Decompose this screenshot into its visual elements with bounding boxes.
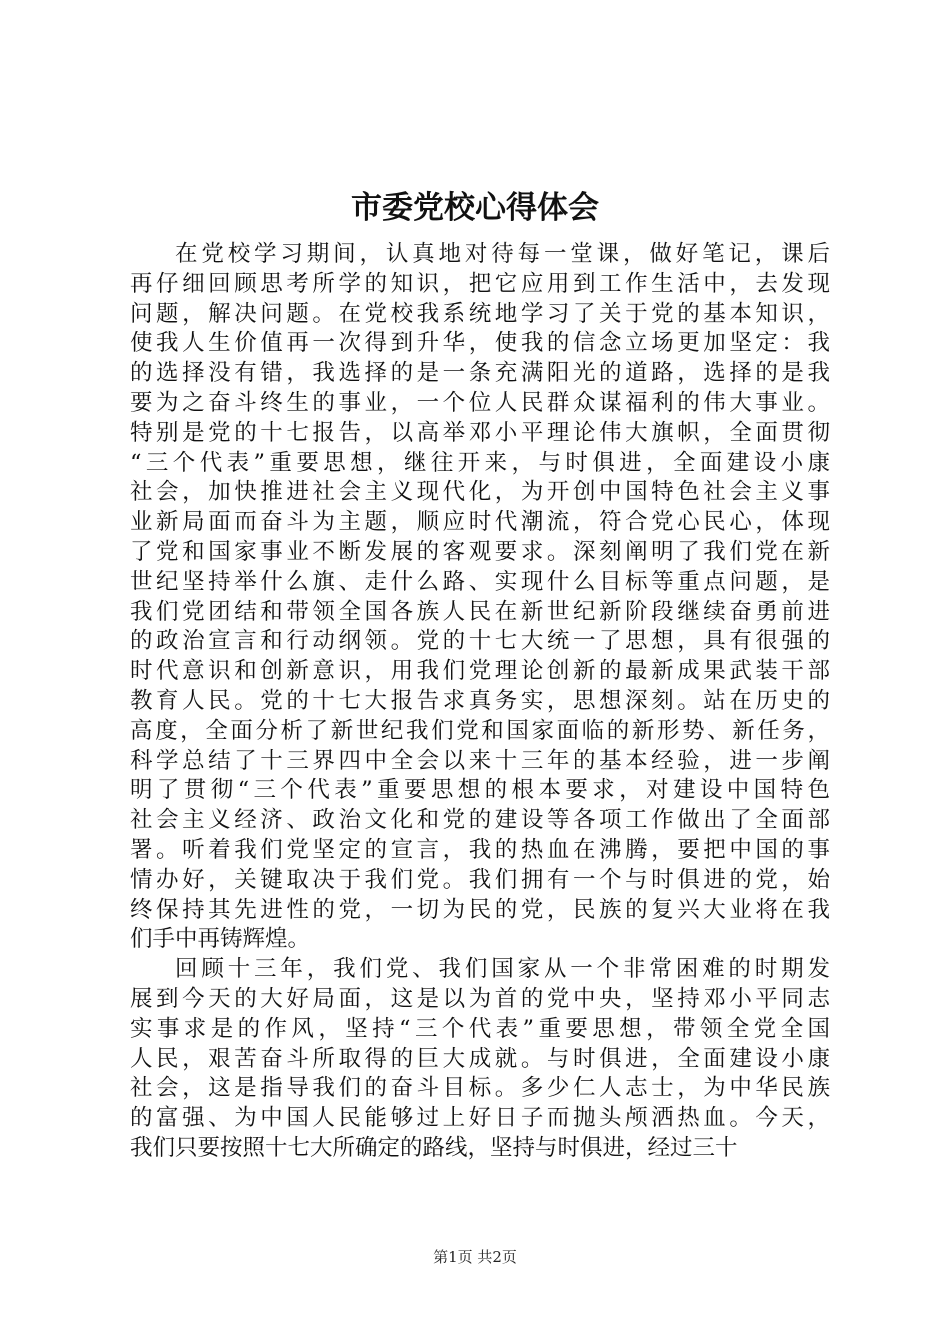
- paragraph-line: 明了贯彻“三个代表”重要思想的根本要求，对建设中国特色: [130, 777, 830, 804]
- paragraph-line: 高度，全面分析了新世纪我们党和国家面临的新形势、新任务，: [130, 717, 830, 744]
- paragraph-line: 社会，加快推进社会主义现代化，为开创中国特色社会主义事: [130, 479, 830, 506]
- paragraph-line: 时代意识和创新意识，用我们党理论创新的最新成果武装干部: [130, 658, 830, 685]
- paragraph-line: 们手中再铸辉煌。: [130, 926, 311, 953]
- paragraph-line: 世纪坚持举什么旗、走什么路、实现什么目标等重点问题，是: [130, 568, 830, 595]
- paragraph-line: 教育人民。党的十七大报告求真务实，思想深刻。站在历史的: [130, 687, 830, 714]
- paragraph-line: 了党和国家事业不断发展的客观要求。深刻阐明了我们党在新: [130, 538, 830, 565]
- paragraph-line: 回顾十三年，我们党、我们国家从一个非常困难的时期发: [175, 956, 830, 983]
- paragraph-line: 署。听着我们党坚定的宣言，我的热血在沸腾，要把中国的事: [130, 836, 830, 863]
- paragraph-line: 的富强、为中国人民能够过上好日子而抛头颅洒热血。今天，: [130, 1105, 830, 1132]
- paragraph-line: 社会，这是指导我们的奋斗目标。多少仁人志士，为中华民族: [130, 1075, 830, 1102]
- paragraph-line: 再仔细回顾思考所学的知识，把它应用到工作生活中，去发现: [130, 270, 830, 297]
- paragraph-line: 展到今天的大好局面，这是以为首的党中央，坚持邓小平同志: [130, 985, 830, 1012]
- paragraph-line: 情办好，关键取决于我们党。我们拥有一个与时俱进的党，始: [130, 866, 830, 893]
- paragraph-line: 实事求是的作风，坚持“三个代表”重要思想，带领全党全国: [130, 1015, 830, 1042]
- paragraph-line: 的选择没有错，我选择的是一条充满阳光的道路，选择的是我: [130, 360, 830, 387]
- document-title: 市委党校心得体会: [351, 190, 599, 226]
- paragraph-line: 业新局面而奋斗为主题，顺应时代潮流，符合党心民心，体现: [130, 509, 830, 536]
- paragraph-line: 特别是党的十七报告，以高举邓小平理论伟大旗帜，全面贯彻: [130, 419, 830, 446]
- document-body: [130, 240, 830, 1164]
- paragraph-line: 科学总结了十三界四中全会以来十三年的基本经验，进一步阐: [130, 747, 830, 774]
- paragraph-line: 问题，解决问题。在党校我系统地学习了关于党的基本知识，: [130, 300, 830, 327]
- paragraph-line: 人民，艰苦奋斗所取得的巨大成就。与时俱进，全面建设小康: [130, 1045, 830, 1072]
- page-footer: 第1页 共2页: [433, 1248, 517, 1266]
- paragraph-line: 我们党团结和带领全国各族人民在新世纪新阶段继续奋勇前进: [130, 598, 830, 625]
- paragraph-line: 要为之奋斗终生的事业，一个位人民群众谋福利的伟大事业。: [130, 389, 830, 416]
- paragraph-line: 我们只要按照十七大所确定的路线，坚持与时俱进，经过三十: [130, 1134, 738, 1161]
- paragraph-line: “三个代表”重要思想，继往开来，与时俱进，全面建设小康: [130, 449, 830, 476]
- paragraph-line: 使我人生价值再一次得到升华，使我的信念立场更加坚定：我: [130, 330, 830, 357]
- paragraph-line: 的政治宣言和行动纲领。党的十七大统一了思想，具有很强的: [130, 628, 830, 655]
- paragraph-line: 终保持其先进性的党，一切为民的党，民族的复兴大业将在我: [130, 896, 830, 923]
- paragraph-line: 在党校学习期间，认真地对待每一堂课，做好笔记，课后: [175, 241, 830, 267]
- paragraph-line: 社会主义经济、政治文化和党的建设等各项工作做出了全面部: [130, 807, 830, 834]
